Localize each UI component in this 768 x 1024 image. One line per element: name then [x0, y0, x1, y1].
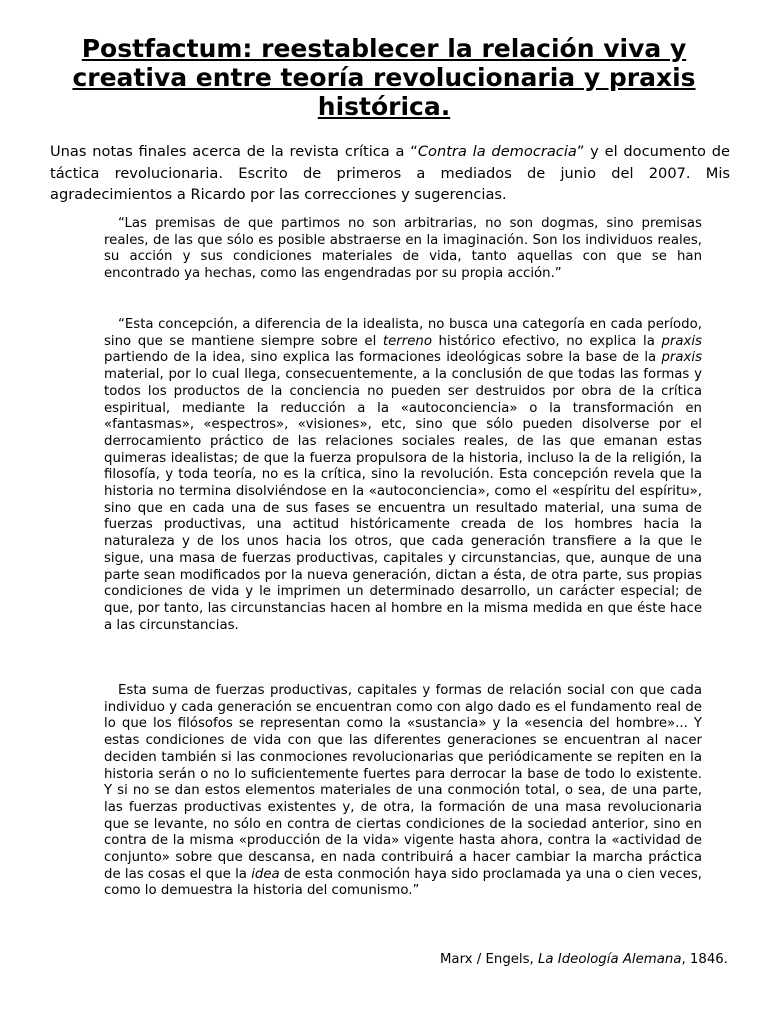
document-title: Postfactum: reestablecer la relación viva y creativa entre teoría revolucionaria y praxis histórica. [72, 34, 696, 121]
quote-2-text-a: “Esta concepción, a diferencia de la idealista, no busca una categoría en cada período, sino que se mantiene siempre sobre el [104, 317, 702, 349]
quote-paragraph-2 [104, 317, 702, 634]
quote-2-text-c: partiendo de la idea, sino explica las formaciones ideológicas sobre la base de la [104, 350, 662, 366]
quote-3-text-a: Esta suma de fuerzas productivas, capitales y formas de relación social con que cada individuo y cada generación se encuentran como con algo dado es el fundamento real de lo que los filósofos se representan como la «sustancia» y la «esencia del hombre»... Y estas condiciones de vida con que las diferentes generaciones se encuentran al nacer deciden también si las conmociones revolucionarias que periódicamente se repiten en la historia serán o no lo suficientemente fuertes para derrocar la base de todo lo existente. Y si no se dan estos elementos materiales de una conmoción total, o sea, de una parte, las fuerzas productivas existentes y, de otra, la formación de una masa revolucionaria que se levante, no sólo en contra de ciertas condiciones de la sociedad anterior, sino en contra de la misma «producción de la vida» vigente hasta ahora, contra la «actividad de conjunto» sobre que descansa, en nada contribuirá a hacer cambiar la marcha práctica de las cosas el que la [104, 683, 702, 882]
attribution-work: La Ideología Alemana [538, 952, 682, 967]
intro-text-before: Unas notas finales acerca de la revista crítica a “ [50, 143, 418, 160]
attribution-year: , 1846. [681, 952, 728, 967]
quote-2-text-d: material, por lo cual llega, consecuentemente, a la conclusión de que todas las formas y todos los productos de la conciencia no pueden ser destruidos por obra de la crítica espiritual, mediante la reducción a la «autoconciencia» o la transformación en «fantasmas», «espectros», «visiones», etc, sino que sólo pueden disolverse por el derrocamiento práctico de las relaciones sociales reales, de las que emanan estas quimeras idealistas; de que la fuerza propulsora de la historia, incluso la de la religión, la filosofía, y toda teoría, no es la crítica, sino la revolución. Esta concepción revela que la historia no termina disolviéndose en la «autoconciencia», como el «espíritu del espíritu», sino que en cada una de sus fases se encuentra un resultado material, una suma de fuerzas productivas, una actitud históricamente creada de los hombres hacia la naturaleza y de los unos hacia los otros, que cada generación transfiere a la que le sigue, una masa de fuerzas productivas, capitales y circunstancias, que, aunque de una parte sean modificados por la nueva generación, dictan a ésta, de otra parte, sus propias condiciones de vida y le imprimen un determinado desarrollo, un carácter especial; de que, por tanto, las circunstancias hacen al hombre en la misma medida en que éste hace a las circunstancias. [104, 367, 702, 633]
quote-2-emphasis-praxis-1: praxis [661, 333, 702, 349]
intro-emphasis: Contra la democracia [417, 143, 577, 160]
quote-2-emphasis-praxis-2: praxis [661, 350, 702, 366]
attribution-authors: Marx / Engels, [439, 952, 539, 967]
quote-2-emphasis-terreno: terreno [382, 333, 432, 349]
quote-paragraph-1 [104, 216, 702, 283]
quote-1-text: “Las premisas de que partimos no son arbitrarias, no son dogmas, sino premisas reales, de las que sólo es posible abstraerse en la imaginación. Son los individuos reales, su acción y sus condiciones materiales de vida, tanto aquellas con que se han encontrado ya hechas, como las engendradas por su propia acción.” [104, 216, 702, 282]
quote-paragraph-3 [104, 683, 702, 900]
intro-paragraph [50, 141, 730, 206]
quote-3-emphasis-idea: idea [251, 866, 280, 882]
quote-2-text-b: histórico efectivo, no explica la [431, 333, 662, 349]
intro-text-after: ” y el documento de táctica revolucionaria. Escrito de primeros a mediados de junio del 2007. Mis agradecimientos a Ricardo por las correcciones y sugerencias. [50, 143, 731, 203]
attribution [440, 951, 728, 969]
quote-3-text-b: de esta conmoción haya sido proclamada ya una o cien veces, como lo demuestra la historia del comunismo.” [104, 866, 703, 899]
